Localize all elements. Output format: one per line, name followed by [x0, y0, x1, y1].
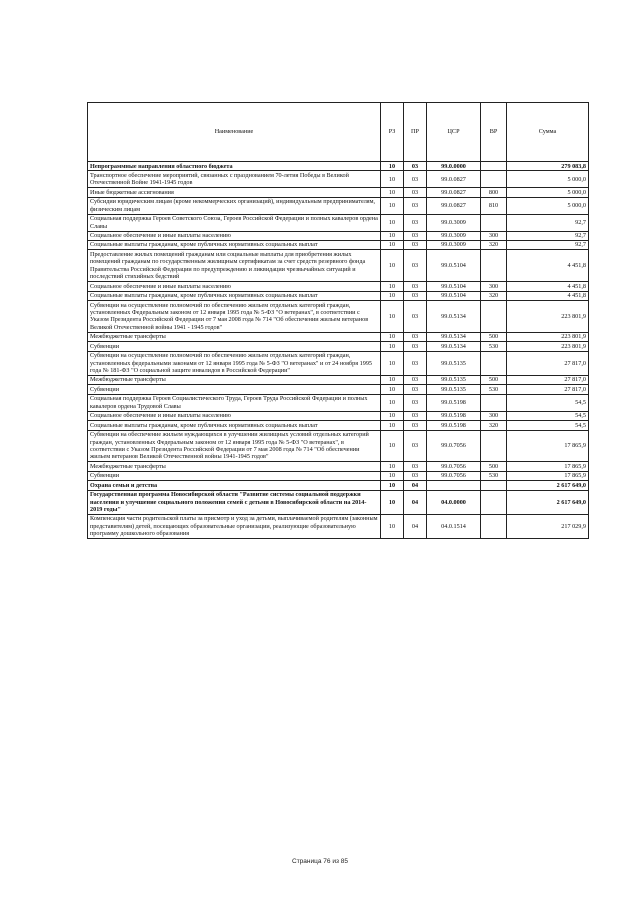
cell-rz: 10 [381, 430, 404, 462]
cell-vr: 500 [481, 375, 507, 384]
cell-csr: 99.0.5134 [427, 301, 481, 333]
cell-name: Социальное обеспечение и иные выплаты населению [88, 411, 381, 420]
cell-pr: 03 [404, 197, 427, 214]
cell-sum: 4 451,8 [507, 250, 589, 282]
cell-csr: 99.0.5134 [427, 332, 481, 341]
cell-sum: 5 000,0 [507, 188, 589, 197]
cell-name: Субсидии юридическим лицам (кроме некоммерческих организаций), индивидуальным предпринимателям, физическим лицам [88, 197, 381, 214]
cell-sum: 2 617 649,0 [507, 481, 589, 490]
cell-pr: 03 [404, 282, 427, 291]
cell-sum: 54,5 [507, 421, 589, 430]
cell-rz: 10 [381, 301, 404, 333]
cell-sum: 27 817,0 [507, 375, 589, 384]
cell-rz: 10 [381, 471, 404, 480]
cell-name: Межбюджетные трансферты [88, 332, 381, 341]
cell-name: Транспортное обеспечение мероприятий, связанных с празднованием 70-летия Победы в Великой Отечественной Войне 1941-1945 годов [88, 171, 381, 188]
cell-rz: 10 [381, 214, 404, 231]
table-row [88, 231, 589, 240]
cell-sum: 279 083,8 [507, 162, 589, 171]
cell-rz: 10 [381, 240, 404, 249]
cell-vr [481, 430, 507, 462]
cell-name: Межбюджетные трансферты [88, 375, 381, 384]
table-row [88, 385, 589, 394]
cell-rz: 10 [381, 421, 404, 430]
cell-rz: 10 [381, 514, 404, 538]
cell-name: Межбюджетные трансферты [88, 462, 381, 471]
cell-name: Социальные выплаты гражданам, кроме публичных нормативных социальных выплат [88, 421, 381, 430]
cell-rz: 10 [381, 411, 404, 420]
cell-pr: 03 [404, 231, 427, 240]
cell-sum: 17 865,9 [507, 462, 589, 471]
cell-csr: 99.0.5198 [427, 394, 481, 411]
cell-rz: 10 [381, 490, 404, 514]
cell-pr: 03 [404, 394, 427, 411]
cell-vr: 500 [481, 462, 507, 471]
cell-rz: 10 [381, 197, 404, 214]
cell-csr: 04.0.0000 [427, 490, 481, 514]
table-row [88, 162, 589, 171]
cell-sum: 5 000,0 [507, 197, 589, 214]
cell-sum: 17 865,9 [507, 471, 589, 480]
cell-name: Компенсация части родительской платы за присмотр и уход за детьми, выплачиваемой родителям (законным представителям) детей, посещающих образовательные организации, реализующие образовательную программу дошкольного образования [88, 514, 381, 538]
cell-csr: 99.0.0000 [427, 162, 481, 171]
cell-name: Субвенции на осуществление полномочий по обеспечению жильем отдельных категорий граждан, установленных Федеральным законом от 12 января 1995 года № 5-ФЗ "О ветеранах", в соответствии с Указом Президента Российской Федерации от 7 мая 2008 года № 714 "Об обеспечении жильем ветеранов Великой Отечественной войны 1941 - 1945 годов" [88, 301, 381, 333]
cell-pr: 04 [404, 490, 427, 514]
cell-pr: 03 [404, 214, 427, 231]
cell-name: Субвенции [88, 342, 381, 351]
cell-name: Социальные выплаты гражданам, кроме публичных нормативных социальных выплат [88, 291, 381, 300]
cell-name: Государственная программа Новосибирской области "Развитие системы социальной поддержки населения и улучшение социального положения семей с детьми в Новосибирской области на 2014-2019 годы" [88, 490, 381, 514]
table-row [88, 188, 589, 197]
cell-pr: 04 [404, 514, 427, 538]
table-row [88, 291, 589, 300]
header-csr: ЦСР [427, 103, 481, 162]
table-row [88, 462, 589, 471]
table-row [88, 490, 589, 514]
header-name: Наименование [88, 103, 381, 162]
cell-pr: 03 [404, 411, 427, 420]
cell-vr [481, 171, 507, 188]
cell-sum: 217 029,9 [507, 514, 589, 538]
cell-pr: 03 [404, 240, 427, 249]
cell-pr: 03 [404, 351, 427, 375]
cell-csr: 99.0.3009 [427, 214, 481, 231]
cell-vr: 300 [481, 282, 507, 291]
cell-vr: 530 [481, 342, 507, 351]
cell-vr: 530 [481, 385, 507, 394]
cell-name: Социальная поддержка Героев Советского Союза, Героев Российской Федерации и полных кавалеров ордена Славы [88, 214, 381, 231]
cell-csr: 99.0.0827 [427, 197, 481, 214]
table-row [88, 240, 589, 249]
table-row [88, 214, 589, 231]
cell-sum: 27 817,0 [507, 385, 589, 394]
table-row [88, 342, 589, 351]
table-row [88, 197, 589, 214]
cell-pr: 03 [404, 385, 427, 394]
cell-csr: 99.0.0827 [427, 188, 481, 197]
cell-name: Субвенции [88, 385, 381, 394]
cell-sum: 17 865,9 [507, 430, 589, 462]
cell-sum: 223 801,9 [507, 342, 589, 351]
cell-csr: 99.0.3009 [427, 231, 481, 240]
cell-rz: 10 [381, 342, 404, 351]
cell-pr: 03 [404, 471, 427, 480]
cell-pr: 03 [404, 421, 427, 430]
cell-rz: 10 [381, 462, 404, 471]
cell-name: Непрограммные направления областного бюджета [88, 162, 381, 171]
cell-pr: 03 [404, 301, 427, 333]
cell-csr: 99.0.5104 [427, 282, 481, 291]
cell-pr: 03 [404, 375, 427, 384]
cell-vr: 530 [481, 471, 507, 480]
page-number: Страница 76 из 85 [292, 858, 348, 865]
budget-table [87, 102, 589, 539]
cell-csr: 99.0.7056 [427, 430, 481, 462]
cell-sum: 27 817,0 [507, 351, 589, 375]
cell-csr: 99.0.5135 [427, 351, 481, 375]
cell-csr: 99.0.5135 [427, 385, 481, 394]
table-row [88, 411, 589, 420]
cell-vr [481, 250, 507, 282]
cell-rz: 10 [381, 231, 404, 240]
cell-csr [427, 481, 481, 490]
cell-csr: 99.0.5135 [427, 375, 481, 384]
cell-vr: 300 [481, 231, 507, 240]
cell-pr: 03 [404, 342, 427, 351]
table-row [88, 375, 589, 384]
header-pr: ПР [404, 103, 427, 162]
table-row [88, 332, 589, 341]
cell-name: Социальные выплаты гражданам, кроме публичных нормативных социальных выплат [88, 240, 381, 249]
cell-sum: 92,7 [507, 214, 589, 231]
cell-pr: 03 [404, 291, 427, 300]
cell-csr: 99.0.7056 [427, 471, 481, 480]
cell-vr: 810 [481, 197, 507, 214]
cell-pr: 03 [404, 250, 427, 282]
cell-vr [481, 481, 507, 490]
cell-sum: 92,7 [507, 240, 589, 249]
cell-csr: 99.0.7056 [427, 462, 481, 471]
cell-vr: 800 [481, 188, 507, 197]
table-row [88, 250, 589, 282]
cell-sum: 4 451,8 [507, 282, 589, 291]
table-row [88, 471, 589, 480]
header-sum: Сумма [507, 103, 589, 162]
cell-rz: 10 [381, 162, 404, 171]
cell-pr: 03 [404, 430, 427, 462]
cell-rz: 10 [381, 291, 404, 300]
cell-sum: 54,5 [507, 394, 589, 411]
cell-rz: 10 [381, 332, 404, 341]
cell-pr: 04 [404, 481, 427, 490]
cell-csr: 99.0.5104 [427, 291, 481, 300]
cell-pr: 03 [404, 171, 427, 188]
table-row [88, 481, 589, 490]
cell-rz: 10 [381, 385, 404, 394]
cell-vr [481, 301, 507, 333]
cell-vr: 500 [481, 332, 507, 341]
cell-sum: 92,7 [507, 231, 589, 240]
cell-rz: 10 [381, 481, 404, 490]
cell-vr: 320 [481, 240, 507, 249]
table-row [88, 171, 589, 188]
table-header-row [88, 103, 589, 162]
cell-csr: 04.0.1514 [427, 514, 481, 538]
cell-csr: 99.0.5198 [427, 411, 481, 420]
cell-name: Социальная поддержка Героев Социалистического Труда, Героев Труда Российской Федерации и полных кавалеров ордена Трудовой Славы [88, 394, 381, 411]
table-row [88, 514, 589, 538]
cell-sum: 2 617 649,0 [507, 490, 589, 514]
cell-pr: 03 [404, 462, 427, 471]
cell-pr: 03 [404, 188, 427, 197]
cell-vr [481, 351, 507, 375]
cell-name: Субвенции на осуществление полномочий по обеспечению жильем отдельных категорий граждан, установленных федеральными законами от 12 января 1995 года № 5-ФЗ "О ветеранах" и от 24 ноября 1995 года № 181-ФЗ "О социальной защите инвалидов в Российской Федерации" [88, 351, 381, 375]
cell-rz: 10 [381, 375, 404, 384]
table-row [88, 430, 589, 462]
cell-vr: 320 [481, 421, 507, 430]
table-row [88, 351, 589, 375]
cell-rz: 10 [381, 250, 404, 282]
cell-name: Субвенции [88, 471, 381, 480]
cell-sum: 4 451,8 [507, 291, 589, 300]
table-row [88, 301, 589, 333]
cell-name: Субвенции на обеспечение жильем нуждающихся в улучшении жилищных условий отдельных категорий граждан, установленных Федеральным законом от 12 января 1995 года № 5-ФЗ "О ветеранах", в соответствии с Указом Президента Российской Федерации от 7 мая 2008 года № 714 "Об обеспечении жильем ветеранов Великой Отечественной войны 1941-1945 годов" [88, 430, 381, 462]
cell-vr [481, 394, 507, 411]
cell-sum: 5 000,0 [507, 171, 589, 188]
cell-rz: 10 [381, 282, 404, 291]
cell-rz: 10 [381, 351, 404, 375]
cell-pr: 03 [404, 332, 427, 341]
cell-vr [481, 162, 507, 171]
cell-vr [481, 490, 507, 514]
cell-name: Иные бюджетные ассигнования [88, 188, 381, 197]
cell-rz: 10 [381, 188, 404, 197]
cell-csr: 99.0.5134 [427, 342, 481, 351]
cell-rz: 10 [381, 171, 404, 188]
cell-sum: 54,5 [507, 411, 589, 420]
cell-sum: 223 801,9 [507, 301, 589, 333]
cell-name: Социальное обеспечение и иные выплаты населению [88, 282, 381, 291]
cell-name: Предоставление жилых помещений гражданам или социальные выплаты для приобретения жилых помещений гражданам по государственным жилищным сертификатам за счет средств резервного фонда Правительства Российской Федерации по предупреждению и ликвидации чрезвычайных ситуаций и последствий стихийных бедствий [88, 250, 381, 282]
cell-vr [481, 514, 507, 538]
cell-vr [481, 214, 507, 231]
cell-pr: 03 [404, 162, 427, 171]
header-rz: РЗ [381, 103, 404, 162]
cell-name: Охрана семьи и детства [88, 481, 381, 490]
cell-csr: 99.0.5104 [427, 250, 481, 282]
cell-sum: 223 801,9 [507, 332, 589, 341]
table-body [88, 162, 589, 539]
table-row [88, 282, 589, 291]
cell-vr: 300 [481, 411, 507, 420]
header-vr: ВР [481, 103, 507, 162]
cell-vr: 320 [481, 291, 507, 300]
table-row [88, 421, 589, 430]
cell-csr: 99.0.3009 [427, 240, 481, 249]
cell-rz: 10 [381, 394, 404, 411]
cell-csr: 99.0.0827 [427, 171, 481, 188]
cell-csr: 99.0.5198 [427, 421, 481, 430]
table-row [88, 394, 589, 411]
cell-name: Социальное обеспечение и иные выплаты населению [88, 231, 381, 240]
